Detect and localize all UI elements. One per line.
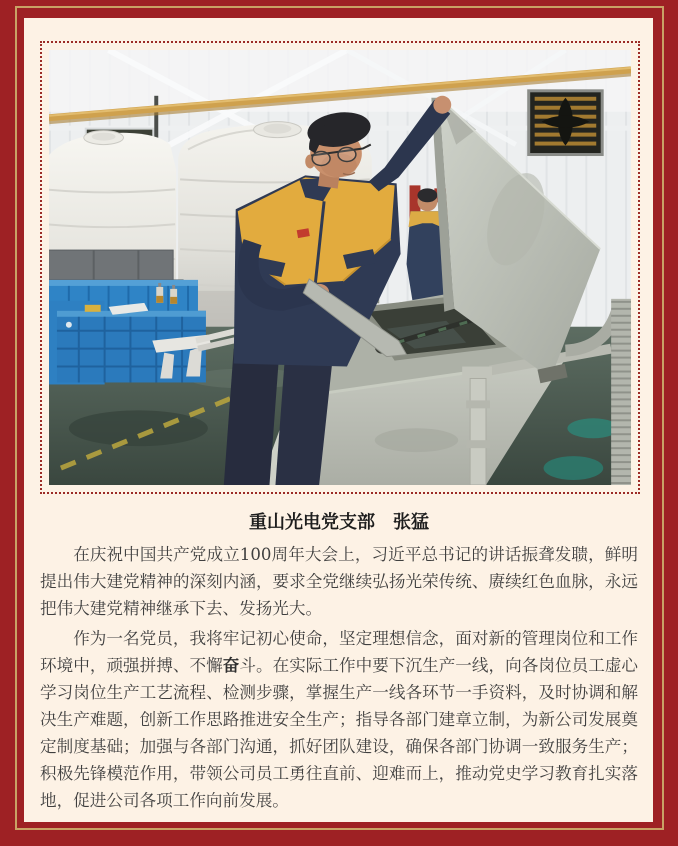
paragraph-2-bold-char: 奋: [222, 655, 240, 675]
inspection-photo-frame: [40, 41, 640, 494]
article-title: 重山光电党支部 张猛: [249, 512, 429, 533]
article-body: [40, 513, 638, 814]
exhaust-fan: [529, 91, 602, 155]
paragraph-2-text-post: 斗。在实际工作中要下沉生产一线，向各岗位员工虚心学习岗位生产工艺流程、检测步骤，掌握生产一线各环节一手资料，及时协调和解决生产难题，创新工作思路推进安全生产；指导各部门建章立制，为新公司发展奠定制度基础；加强与各部门沟通，抓好团队建设，确保各部门协调一致服务生产；积极先锋模范作用，带领公司员工勇往直前、迎难而上，推动党史学习教育扎实落地，促进公司各项工作向前发展。: [40, 656, 639, 810]
article-paragraph-1: 在庆祝中国共产党成立100周年大会上，习近平总书记的讲话振聋发聩，鲜明提出伟大建党精神的深刻内涵，要求全党继续弘扬光荣传统、赓续红色血脉，永远把伟大建党精神继承下去、发扬光大。: [40, 545, 638, 618]
inspection-photo: [49, 50, 631, 485]
page-content-area: [24, 18, 653, 822]
paragraph-2-text-pre: 作为一名党员，我将牢记初心使命，坚定理想信念，面对新的管理岗位和工作环境中，顽强拼搏、不懈: [40, 629, 638, 675]
article-paragraph-2: [40, 625, 638, 814]
blue-crates: [49, 280, 206, 385]
